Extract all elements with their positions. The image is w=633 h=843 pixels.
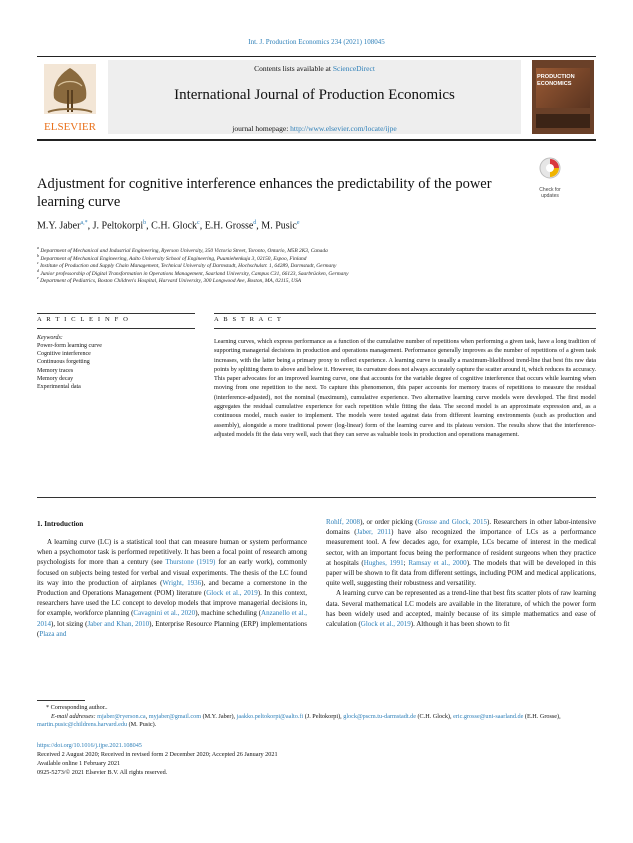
article-info-label: A R T I C L E I N F O <box>37 316 130 323</box>
abstract-rule <box>214 313 596 314</box>
keywords-label: Keywords: <box>37 335 63 341</box>
email-link[interactable]: jaakko.peltokorpi@aalto.fi <box>236 713 304 720</box>
citation-link[interactable]: Thurstone (1919) <box>165 558 216 567</box>
article-info-rule-2 <box>37 328 195 329</box>
affiliation-marker: d <box>37 267 39 273</box>
citation-link[interactable]: Glock et al., 2019 <box>206 589 258 598</box>
citation-link[interactable]: Grosse and Glock, 2015 <box>417 518 487 526</box>
email-link[interactable]: mjaber@ryerson.ca <box>97 713 146 720</box>
author-list <box>37 220 597 231</box>
copyright: 0925-5273/© 2021 Elsevier B.V. All rights reserved. <box>37 769 168 776</box>
author-separator: , <box>146 220 152 232</box>
received-dates: Received 2 August 2020; Received in revised form 2 December 2020; Accepted 26 January 2021 <box>37 751 278 758</box>
body-text: ), Enterprise Resource Planning (ERP) implementations ( <box>37 619 307 638</box>
body-text: ). The models that will be developed in this paper will be shown to fit data from different settings, including POM and medical applications, quite well, suggesting their robustness and versatility. <box>326 558 596 588</box>
body-text: ). Although it has been shown to fit <box>410 620 510 629</box>
author-affiliation-marker[interactable]: d <box>253 220 257 226</box>
check-updates-label: Check for updates <box>539 187 561 199</box>
homepage-prefix: journal homepage: <box>232 124 291 133</box>
contents-prefix: Contents lists available at <box>254 64 333 73</box>
body-text: (C.H. Glock), <box>415 713 454 720</box>
author-name: E.H. Grosse <box>204 220 254 232</box>
author-name: M. Pusic <box>261 220 297 232</box>
affiliation-text: Institute of Production and Supply Chain Management, Technical University of Darmstadt, Hochschulstr. 1, 64289, Darmstadt, Germany <box>38 262 337 269</box>
body-text: A learning curve (LC) is a statistical tool that can measure human or system performance when a psychomotor task is performed repetitively. It has been a focal point of research among psychologists for more than a century (see <box>37 538 307 567</box>
citation-link[interactable]: Ramsay et al., 2000 <box>408 558 467 567</box>
keyword: Power-form learning curve <box>37 343 102 349</box>
author-affiliation-marker[interactable]: a,* <box>80 220 88 226</box>
author-name: M.Y. Jaber <box>37 220 81 232</box>
citation-link[interactable]: Glock et al., 2019 <box>360 620 411 629</box>
citation-link[interactable]: Plaza and <box>39 629 67 638</box>
elsevier-logo <box>38 60 102 134</box>
body-text: ), or order picking ( <box>360 518 418 526</box>
email-addresses <box>37 713 596 730</box>
citation-link[interactable]: Cavagnini et al., 2020 <box>133 609 196 618</box>
body-text: ), and became a cornerstone in the Production and Operations Management (POM) literature ( <box>37 578 307 598</box>
author-name: J. Peltokorpi <box>92 220 144 232</box>
body-text: ) have also recognized the importance of LCs as a performance measurement tool. A few decades ago, for example, LCs became of interest in the medical sector, with an important focus being the performance of resident surgeons when they practice at hospitals ( <box>326 528 596 567</box>
sciencedirect-link[interactable]: ScienceDirect <box>332 64 375 73</box>
abstract-text: Learning curves, which express performance as a function of the cumulative number of repetitions when performing a given task, have a long tradition of supporting managerial decisions in production and operations management. Performance generally improves as the number of repetitions of a given task increases, with the latter being a primary proxy to reflect experience. A learning curve is usually a maximum-likelihood trend-line that best fits raw data points by splitting them to above and below it. However, its curvature does not always accurately capture the scatter around it, which reduces its accuracy. This paper advocates for an improved learning curve, one that accounts for the variable degree of cognitive interference that occurs while learning when moving from one repetition to the next. To capture this phenomenon, this paper accounts for memory traces of repetitions to measure the residual (interference-adjusted), not the nominal (maximum), cumulative experience. Two alternative learning curve models were developed. The first model aggregates the residual cumulative experience for each repetition while fitting the data. The second model is an approximate expression and, as a continuous model, much easier to implement. The models were tested against data from different learning environments (such as production and assembly), alongside a more traditional power (log-linear) form of the learning curve and its plateau version. The results show that the interference-adjusted models fit the data very well, such that they can serve as valuable tools in production and operations management. <box>214 338 596 438</box>
keyword: Cognitive interference <box>37 351 91 358</box>
author-affiliation-marker[interactable]: c <box>197 220 200 226</box>
check-updates-icon <box>530 156 570 182</box>
corresponding-author-note: * Corresponding author.. <box>46 704 108 711</box>
email-link[interactable]: eric.grosse@uni-saarland.de <box>453 713 524 720</box>
keyword: Memory decay <box>37 375 74 382</box>
author-affiliation-marker[interactable]: e <box>296 220 300 226</box>
section-heading-introduction: 1. Introduction <box>37 520 84 528</box>
body-text: ). In this context, researchers have used the LC concept to develop models that improve managerial decisions in, for example, workforce planning ( <box>37 589 307 618</box>
citation-link[interactable]: Wright, 1936 <box>162 578 202 587</box>
intro-paragraph-1 <box>37 537 307 639</box>
body-text: A learning curve can be represented as a trend-line that best fits scatter plots of raw learning data. Several mathematical LC models are available in the literature, of which the power form has been widely used and accepted, mainly because of its simple mathematics and ease of calculation ( <box>326 589 596 629</box>
article-info-rule <box>37 313 195 314</box>
citation-link[interactable]: Jaber, 2011 <box>356 528 392 537</box>
author-separator: , <box>87 220 93 232</box>
body-text: for an early work), commonly focused on subjects being tested for verbal and visual experiments. The thesis of the LC found its way into the production of airplanes ( <box>37 558 308 587</box>
author-name: C.H. Glock <box>151 220 198 232</box>
keyword: Continuous forgetting <box>37 359 90 366</box>
citation-link[interactable]: Jaber and Khan, 2010 <box>87 619 150 628</box>
contents-line <box>108 64 521 73</box>
body-text: (M. Pusic). <box>127 721 157 729</box>
body-text: (E.H. Grosse), <box>523 713 561 720</box>
email-link[interactable]: martin.pusic@childrens.harvard.edu <box>37 721 128 729</box>
author-affiliation-marker[interactable]: b <box>143 220 147 226</box>
intro-right-column <box>326 517 596 629</box>
author-separator: , <box>256 220 262 232</box>
body-text: , <box>145 713 149 720</box>
email-label: E-mail addresses: <box>51 713 98 720</box>
body-text: (J. Peltokorpi), <box>303 713 344 720</box>
homepage-link[interactable]: http://www.elsevier.com/locate/ijpe <box>290 124 397 133</box>
affiliation-marker: a <box>37 245 39 250</box>
body-text: (M.Y. Jaber), <box>201 713 237 720</box>
author-separator: , <box>199 220 205 232</box>
email-link[interactable]: glock@pscm.tu-darmstadt.de <box>343 713 416 720</box>
body-text: ), machine scheduling ( <box>195 609 262 618</box>
affiliation-text: Department of Mechanical and Industrial Engineering, Ryerson University, 350 Victoria Street, Toronto, Ontario, M5B 2K3, Canada <box>39 247 328 254</box>
keyword: Experimental data <box>37 384 81 391</box>
check-for-updates-badge[interactable] <box>530 156 570 199</box>
body-text: ; <box>403 558 409 567</box>
affiliation-text: Department of Mechanical Engineering, Aalto University School of Engineering, Puumiehenkuja 3, 02150, Espoo, Finland <box>39 255 307 262</box>
affiliation-marker: c <box>37 260 39 266</box>
available-online: Available online 1 February 2021 <box>37 760 121 767</box>
citation-link[interactable]: Hughes, 1991 <box>363 558 404 567</box>
email-link[interactable]: myjaber@gmail.com <box>148 713 202 720</box>
affiliation-marker: e <box>37 275 39 281</box>
abstract-rule-2 <box>214 328 596 329</box>
body-text: ). Researchers in other labor-intensive domains ( <box>326 518 597 537</box>
journal-cover-image <box>532 60 594 134</box>
body-text: ), lot sizing ( <box>51 619 88 628</box>
abstract-bottom-rule <box>37 497 596 498</box>
publisher-name: ELSEVIER <box>44 121 96 133</box>
keyword-list <box>37 342 102 391</box>
affiliation-marker: b <box>37 252 39 258</box>
intro-left-column <box>37 537 307 639</box>
intro-paragraph-2 <box>326 588 596 629</box>
doi-link[interactable]: https://doi.org/10.1016/j.ijpe.2021.108045 <box>37 742 142 749</box>
citation-link[interactable]: Anzanello et al., 2014 <box>37 609 307 628</box>
affiliation-text: Department of Pediatrics, Boston Children's Hospital, Harvard University, 300 Longwood Ave, Boston, MA, 02115, USA <box>38 278 302 285</box>
article-title: Adjustment for cognitive interference enhances the predictability of the power learning curve <box>37 176 492 210</box>
cover-title: PRODUCTION ECONOMICS <box>537 74 575 87</box>
keyword: Memory traces <box>37 367 74 374</box>
affiliation-e <box>37 275 597 284</box>
journal-title: International Journal of Production Economics <box>174 87 455 103</box>
journal-citation[interactable]: Int. J. Production Economics 234 (2021) 108045 <box>248 38 385 46</box>
footnote-rule <box>37 700 85 701</box>
citation-link[interactable]: Rohlf, 2008 <box>326 518 361 526</box>
abstract-label: A B S T R A C T <box>214 316 283 323</box>
journal-homepage <box>108 124 521 133</box>
intro-paragraph-1-continued <box>326 517 596 588</box>
affiliation-text: Junior professorship of Digital Transformation in Operations Management, Saarland University, Campus C31, 66123, Saarbrücken, Germany <box>39 270 349 277</box>
